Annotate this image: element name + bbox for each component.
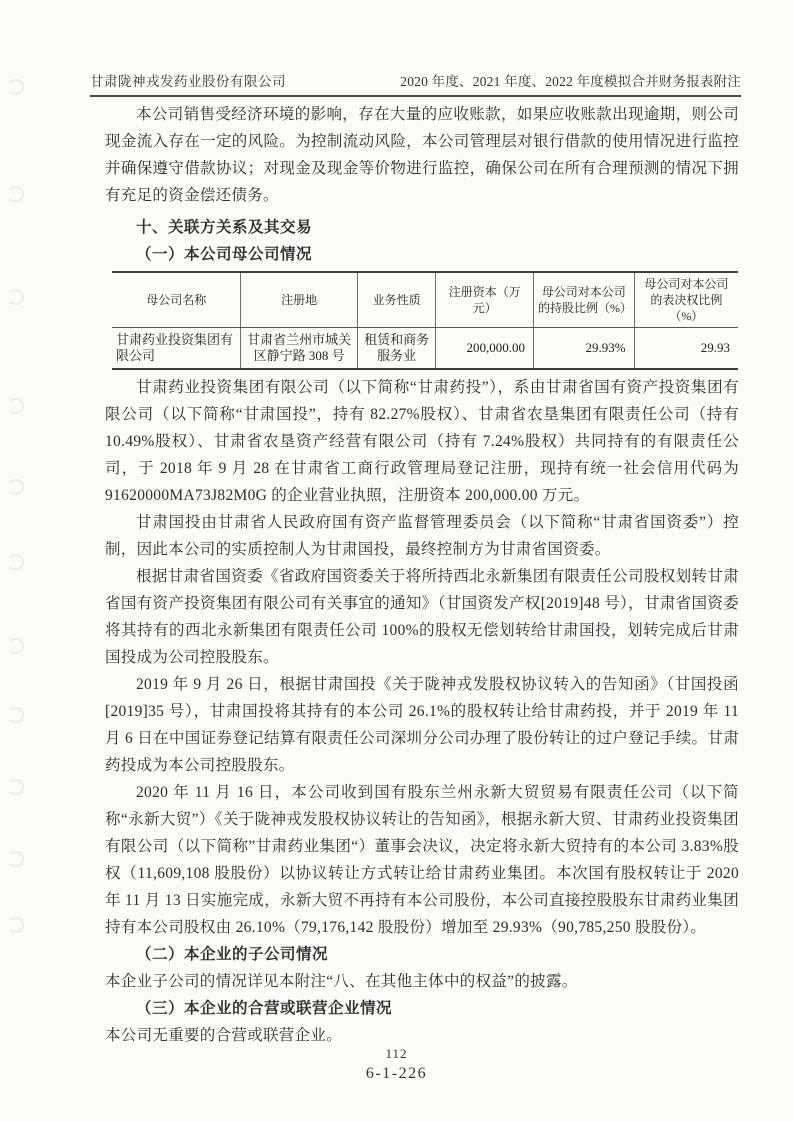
binder-hole-mark — [7, 707, 24, 723]
subsection-heading-subsidiaries: （二）本企业的子公司情况 — [136, 946, 329, 963]
binder-hole-mark — [7, 554, 24, 570]
subsection-text-joint-ventures: 本公司无重要的合营或联营企业。 — [105, 1027, 343, 1044]
cell-registered-capital: 200,000.00 — [436, 328, 534, 370]
binder-hole-mark — [7, 186, 24, 202]
binder-hole-mark — [7, 917, 24, 933]
col-header-voting-ratio: 母公司对本公司的表决权比例（%） — [634, 272, 738, 328]
document-code: 6-1-226 — [365, 1065, 428, 1082]
binder-hole-mark — [7, 479, 24, 495]
paragraph-actual-controller: 甘肃国投由甘肃省人民政府国有资产监督管理委员会（以下简称“甘肃省国资委”）控制，因此本公司的实质控制人为甘肃国投，最终控制方为甘肃省国资委。 — [105, 514, 739, 558]
col-header-registered-capital: 注册资本（万元） — [436, 272, 534, 328]
table-header-row — [112, 272, 738, 328]
parent-company-table — [112, 271, 738, 370]
table-row — [112, 328, 738, 370]
binder-hole-mark — [7, 289, 24, 305]
page-footer — [0, 1045, 793, 1085]
binder-hole-mark — [7, 638, 24, 654]
subsection-text-subsidiaries: 本企业子公司的情况详见本附注“八、在其他主体中的权益”的披露。 — [105, 973, 578, 990]
binder-hole-mark — [7, 398, 24, 414]
paragraph-transfer-2019-35: 2019 年 9 月 26 日，根据甘肃国投《关于陇神戎发股权协议转入的告知函》（甘国投函[2019]35 号），甘肃国投将其持有的本公司 26.1%的股权转让给甘肃药投，并于 2019 年 11 月 6 日在中国证券登记结算有限责任公司深圳分公司办理了股份转让的过户登记手续。甘肃药投成为本公司控股股东。 — [105, 676, 739, 774]
subsection-heading-parent-company: （一）本公司母公司情况 — [136, 246, 313, 263]
cell-voting-ratio: 29.93 — [634, 328, 738, 370]
cell-business-nature: 租赁和商务服务业 — [357, 328, 436, 370]
company-name: 甘肃陇神戎发药业股份有限公司 — [90, 74, 286, 89]
running-header — [90, 70, 741, 97]
document-body — [105, 101, 739, 1049]
section-heading-related-parties: 十、关联方关系及其交易 — [136, 219, 313, 236]
cell-shareholding-ratio: 29.93% — [533, 328, 634, 370]
subsection-heading-joint-ventures: （三）本企业的合营或联营企业情况 — [136, 1000, 393, 1017]
binder-hole-mark — [7, 779, 24, 795]
col-header-shareholding-ratio: 母公司对本公司的持股比例（%） — [533, 272, 634, 328]
page-number: 112 — [385, 1046, 408, 1061]
col-header-business-nature: 业务性质 — [357, 272, 436, 328]
col-header-registered-address: 注册地 — [241, 272, 357, 328]
binder-hole-mark — [7, 79, 24, 95]
paragraph-transfer-2020: 2020 年 11 月 16 日，本公司收到国有股东兰州永新大贸贸易有限责任公司（以下简称“永新大贸”）《关于陇神戎发股权协议转让的告知函》，根据永新大贸、甘肃药业投资集团有限公司（以下简称”甘肃药业集团“）董事会决议，决定将永新大贸持有的本公司 3.83%股权（11,609,108 股股份）以协议转让方式转让给甘肃药业集团。本次国有股权转让于 2020 年 11 月 13 日实施完成，永新大贸不再持有本公司股份，本公司直接控股股东甘肃药业集团持有本公司股权由 26.10%（79,176,142 股股份）增加至 29.93%（90,785,250 股股份）。 — [105, 784, 739, 936]
col-header-parent-name: 母公司名称 — [112, 272, 241, 328]
paragraph-liquidity-risk: 本公司销售受经济环境的影响，存在大量的应收账款，如果应收账款出现逾期，则公司现金流入存在一定的风险。为控制流动风险，本公司管理层对银行借款的使用情况进行监控并确保遵守借款协议；对现金及现金等价物进行监控，确保公司在所有合理预测的情况下拥有充足的资金偿还债务。 — [105, 106, 739, 204]
report-title: 2020 年度、2021 年度、2022 年度模拟合并财务报表附注 — [400, 74, 741, 89]
binder-hole-mark — [7, 851, 24, 867]
cell-parent-name: 甘肃药业投资集团有限公司 — [112, 328, 241, 370]
cell-registered-address: 甘肃省兰州市城关区静宁路 308 号 — [241, 328, 357, 370]
paragraph-transfer-2019-48: 根据甘肃省国资委《省政府国资委关于将所持西北永新集团有限责任公司股权划转甘肃省国有资产投资集团有限公司有关事宜的通知》（甘国资发产权[2019]48 号），甘肃省国资委将其持有的西北永新集团有限责任公司 100%的股权无偿划转给甘肃国投，划转完成后甘肃国投成为公司控股股东。 — [105, 568, 739, 666]
paragraph-gansu-yaotou: 甘肃药业投资集团有限公司（以下简称“甘肃药投”），系由甘肃省国有资产投资集团有限公司（以下简称“甘肃国投”，持有 82.27%股权）、甘肃省农垦集团有限责任公司（持有 10.49%股权）、甘肃省农垦资产经营有限公司（持有 7.24%股权）共同持有的有限责任公司，于 2018 年 9 月 28 在甘肃省工商行政管理局登记注册，现持有统一社会信用代码为 91620000MA73J82M0G 的企业营业执照，注册资本 200,000.00 万元。 — [105, 379, 739, 504]
